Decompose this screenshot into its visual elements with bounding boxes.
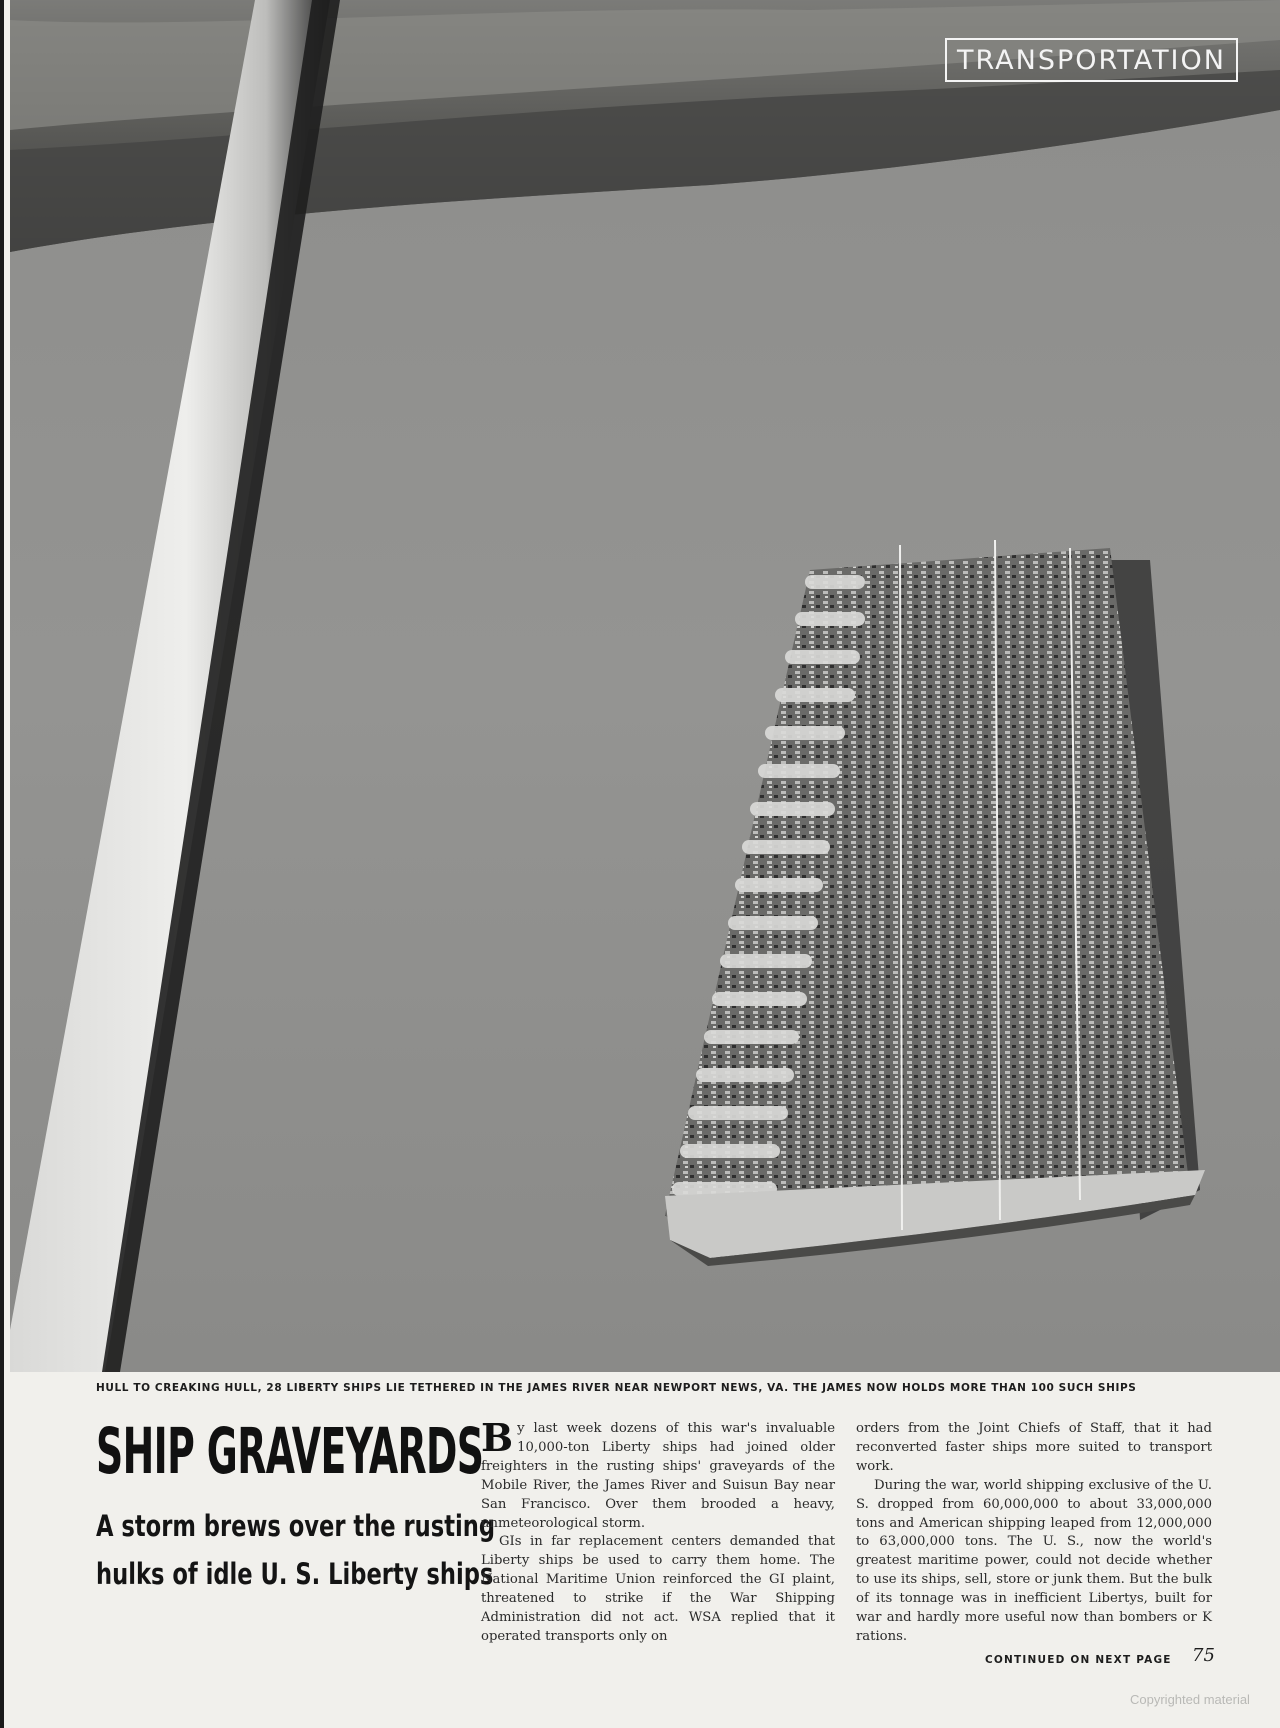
article-paragraph: GIs in far replacement centers demanded that Liberty ships be used to carry them home. The National Maritime Union reinforced the GI plaint, threatened to strike if the War Shipping Administration did not act. WSA replied that it operated transports only on <box>481 1534 835 1644</box>
article-column-1 <box>481 1415 835 1647</box>
copyright-notice: Copyrighted material <box>1130 1692 1250 1707</box>
deck-line-1: A storm brews over the rusting <box>96 1509 496 1543</box>
photo-caption: HULL TO CREAKING HULL, 28 LIBERTY SHIPS LIE TETHERED IN THE JAMES RIVER NEAR NEWPORT NEWS, VA. THE JAMES NOW HOLDS MORE THAN 100 SUCH SHIPS <box>96 1382 1137 1394</box>
drop-cap: B <box>481 1415 514 1460</box>
article-paragraph: orders from the Joint Chiefs of Staff, that it had reconverted faster ships more suited to transport work. <box>856 1421 1212 1474</box>
headline: SHIP GRAVEYARDS <box>96 1415 484 1488</box>
article-column-2 <box>856 1420 1212 1647</box>
article-paragraph: During the war, world shipping exclusive of the U. S. dropped from 60,000,000 to about 33,000,000 tons and American shipping leaped from 12,000,000 to 63,000,000 tons. The U. S., now the world's greatest maritime power, could not decide whether to use its ships, sell, store or junk them. But the bulk of its tonnage was in inefficient Libertys, built for war and hardly more useful now than bombers or K rations. <box>856 1477 1212 1644</box>
aerial-photo <box>10 0 1280 1372</box>
deck-line-2: hulks of idle U. S. Liberty ships <box>96 1557 494 1591</box>
page-number: 75 <box>1192 1645 1215 1666</box>
continued-link: CONTINUED ON NEXT PAGE <box>985 1654 1172 1666</box>
page-edge <box>0 0 4 1728</box>
section-tag: TRANSPORTATION <box>945 38 1238 82</box>
paragraph-text: y last week dozens of this war's invaluable 10,000-ton Liberty ships had joined older freighters in the rusting ships' graveyards of the Mobile River, the James River and Suisun Bay near San Francisco. Over them brooded a heavy, unmeteorological storm. <box>481 1421 835 1531</box>
article-paragraph <box>481 1415 835 1533</box>
deck <box>96 1502 496 1598</box>
